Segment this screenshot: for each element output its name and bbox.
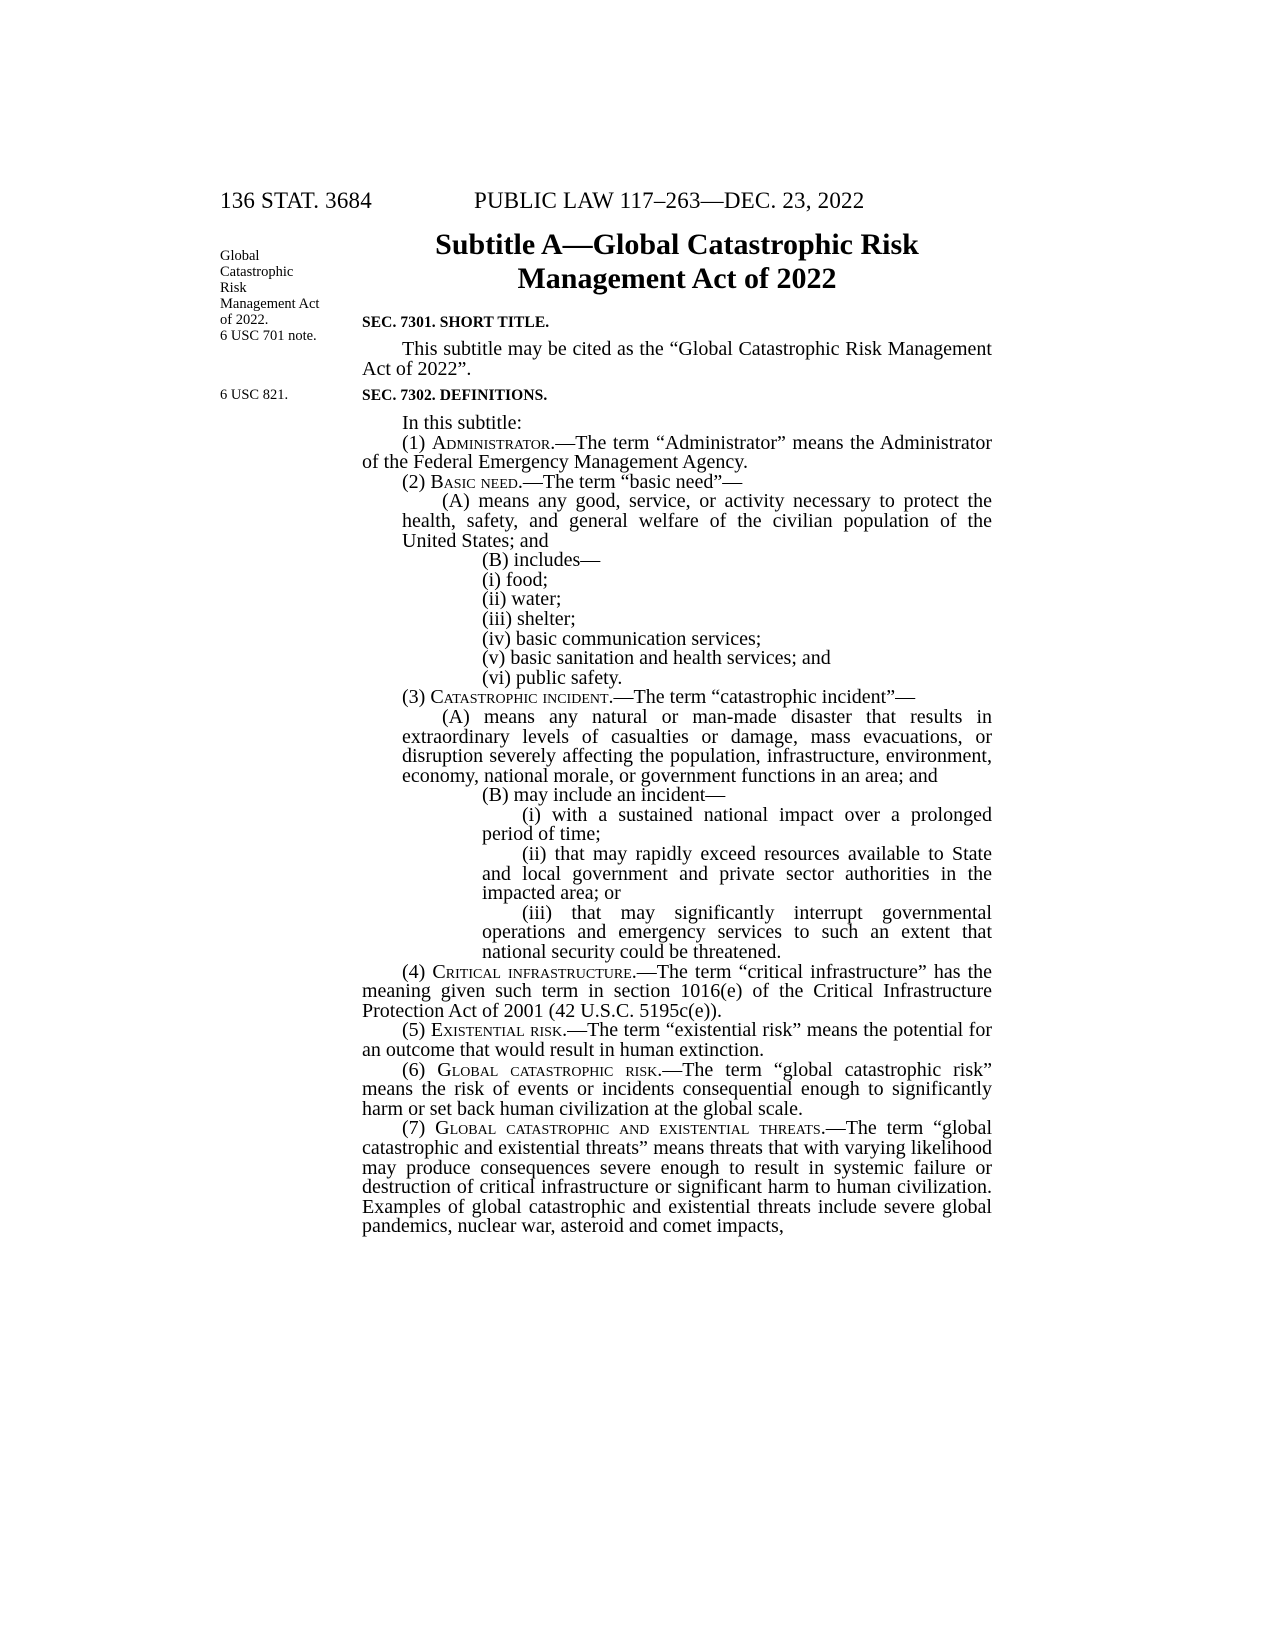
term-global-catastrophic-risk: Global catastrophic risk [437,1058,658,1081]
definition-global-catastrophic-risk: (6) Global catastrophic risk.—The term “global catastrophic risk” means the risk of events or incidents consequential enough to significantly harm or set back human civilization at the global scale. [362,1058,993,1120]
margin-note-definitions: 6 USC 821. [220,387,289,403]
page-reference: 136 STAT. 3684 [220,188,372,213]
margin-note-line: Risk [220,280,247,296]
basic-need-item: (i) food; [482,568,549,591]
basic-need-item: (iv) basic communication services; [482,627,762,650]
subtitle-line-2: Management Act of 2022 [517,262,837,295]
term-global-threats: Global catastrophic and existential threats [435,1117,821,1140]
section-7302-body [362,414,992,1237]
definition-basic-need: (2) Basic need.—The term “basic need”— [402,470,743,493]
definition-catastrophic-incident: (3) Catastrophic incident.—The term “catastrophic incident”— [402,686,916,709]
basic-need-a: (A) means any good, service, or activity necessary to protect the health, safety, and general welfare of the civilian population of the United States; and [402,490,992,552]
margin-note-line: Management Act [220,296,320,312]
definitions-intro: In this subtitle: [402,412,522,434]
catastrophic-incident-b-i: (i) with a sustained national impact over a prolonged period of time; [482,803,992,846]
basic-need-item: (v) basic sanitation and health services; and [482,647,831,670]
catastrophic-incident-b: (B) may include an incident— [482,784,726,807]
term-existential-risk: Existential risk [430,1019,563,1042]
subtitle-line-1: Subtitle A—Global Catastrophic Risk [435,228,919,261]
basic-need-item: (ii) water; [482,588,562,611]
catastrophic-incident-b-iii: (iii) that may significantly interrupt governmental operations and emergency services to such an extent that national security could be threatened. [482,901,992,964]
term-basic-need: Basic need [430,470,518,493]
basic-need-item: (vi) public safety. [482,666,623,689]
term-catastrophic-incident: Catastrophic incident [430,686,609,709]
short-title-text: This subtitle may be cited as the “Global Catastrophic Risk Management Act of 2022”. [362,338,992,380]
catastrophic-incident-a: (A) means any natural or man-made disaster that results in extraordinary levels of casualties or damage, mass evacuations, or disruption severely affecting the population, infrastructure, environment, economy, national morale, or government functions in an area; and [402,705,992,787]
section-7302-heading: SEC. 7302. DEFINITIONS. [362,387,548,404]
margin-note-line: 6 USC 701 note. [220,328,317,344]
margin-note-line: Global [220,248,260,264]
definition-existential-risk: (5) Existential risk.—The term “existential risk” means the potential for an outcome that would result in human extinction. [362,1019,993,1061]
section-7301-heading: SEC. 7301. SHORT TITLE. [362,314,550,331]
subtitle-heading [362,228,992,296]
basic-need-b: (B) includes— [482,549,601,572]
margin-note-line: Catastrophic [220,264,294,280]
definition-critical-infrastructure: (4) Critical infrastructure.—The term “critical infrastructure” has the meaning given such term in section 1016(e) of the Critical Infrastructure Protection Act of 2001 (42 U.S.C. 5195c(e)). [362,960,992,1022]
term-critical-infrastructure: Critical infrastructure [432,960,632,983]
definition-global-threats: (7) Global catastrophic and existential threats.—The term “global catastrophic and existential threats” means threats that with varying likelihood may produce consequences severe enough to result in systemic failure or destruction of critical infrastructure or significant harm to human civilization. Examples of global catastrophic and existential threats include severe global pandemics, nuclear war, asteroid and comet impacts, [362,1117,992,1238]
term-administrator: Administrator [431,431,551,454]
margin-note-subtitle [220,248,350,344]
margin-note-line: of 2022. [220,312,269,328]
catastrophic-incident-b-ii: (ii) that may rapidly exceed resources available to State and local government and private sector authorities in the impacted area; or [482,843,992,905]
definition-administrator: (1) Administrator.—The term “Administrator” means the Administrator of the Federal Emergency Management Agency. [362,431,992,474]
running-header: PUBLIC LAW 117–263—DEC. 23, 2022 [474,188,865,213]
basic-need-item: (iii) shelter; [482,607,576,630]
section-7301-body [362,340,992,379]
